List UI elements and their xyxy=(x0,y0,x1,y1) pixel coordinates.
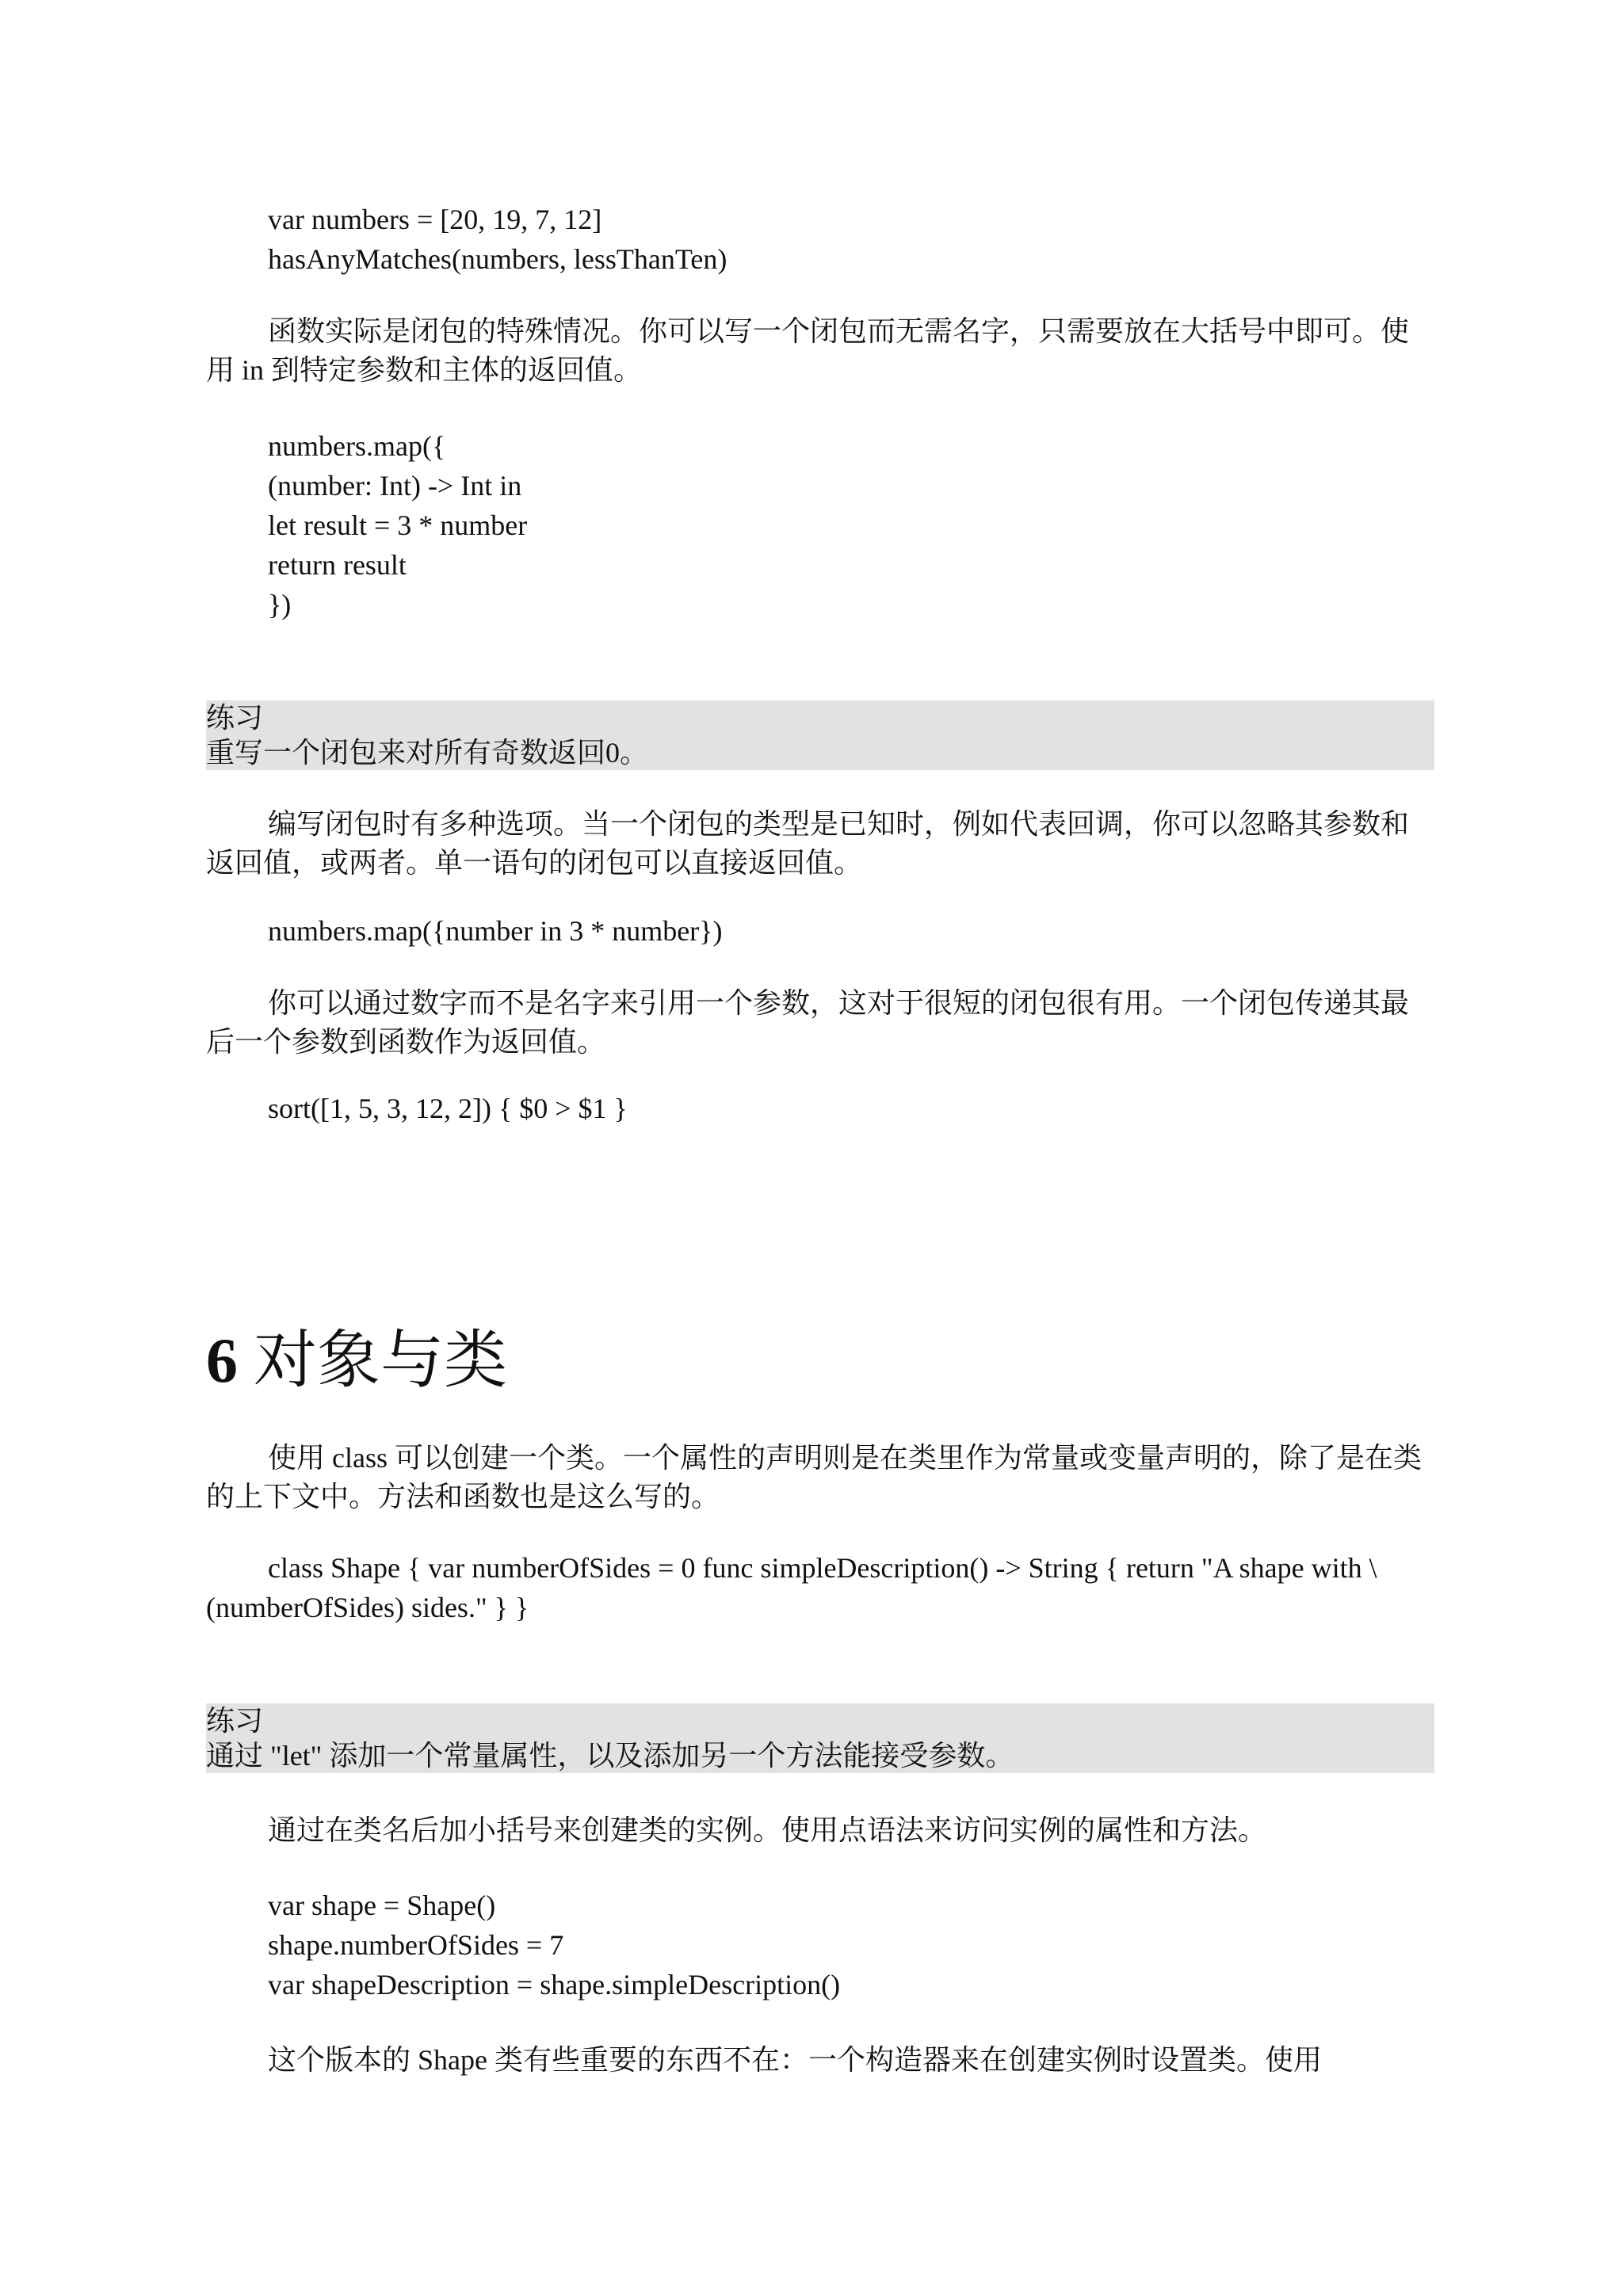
exercise-label: 练习 xyxy=(206,702,264,734)
code-line: hasAnyMatches(numbers, lessThanTen) xyxy=(268,243,727,275)
code-line: numbers.map({ xyxy=(268,430,446,462)
exercise-box-class xyxy=(206,1703,1434,1773)
exercise-text: 通过 "let" 添加一个常量属性，以及添加另一个方法能接受参数。 xyxy=(206,1740,1014,1772)
paragraph-closures-intro: 函数实际是闭包的特殊情况。你可以写一个闭包而无需名字，只需要放在大括号中即可。使用 in 到特定参数和主体的返回值。 xyxy=(206,315,1410,386)
paragraph-class-intro: 使用 class 可以创建一个类。一个属性的声明则是在类里作为常量或变量声明的，除了是在类的上下文中。方法和函数也是这么写的。 xyxy=(206,1442,1422,1512)
section-heading xyxy=(206,1322,1434,1401)
code-block-numbers xyxy=(206,200,1434,279)
paragraph-instances: 通过在类名后加小括号来创建类的实例。使用点语法来访问实例的属性和方法。 xyxy=(268,1814,1267,1846)
exercise-label: 练习 xyxy=(206,1705,264,1737)
exercise-box-closure xyxy=(206,700,1434,770)
code-line: (number: Int) -> Int in xyxy=(268,470,522,502)
code-line: let result = 3 * number xyxy=(268,509,528,541)
code-line: var shapeDescription = shape.simpleDescription() xyxy=(268,1969,841,2000)
section-title: 对象与类 xyxy=(254,1326,507,1396)
code-block-class-shape: class Shape { var numberOfSides = 0 func simpleDescription() -> String { return "A shape with \(numberOfSides) sides." } } xyxy=(206,1552,1377,1623)
code-block-map xyxy=(206,426,1434,624)
code-line: return result xyxy=(268,549,407,581)
code-line: shape.numberOfSides = 7 xyxy=(268,1929,564,1961)
code-line: var numbers = [20, 19, 7, 12] xyxy=(268,204,602,235)
code-line: var shape = Shape() xyxy=(268,1890,496,1921)
code-block-map-short xyxy=(206,911,1434,951)
code-line: numbers.map({number in 3 * number}) xyxy=(268,915,723,947)
code-line: }) xyxy=(268,589,292,620)
code-block-shape-instance xyxy=(206,1886,1434,2004)
exercise-text: 重写一个闭包来对所有奇数返回0。 xyxy=(206,737,649,769)
section-number: 6 xyxy=(206,1326,238,1396)
paragraph-initializer: 这个版本的 Shape 类有些重要的东西不在：一个构造器来在创建实例时设置类。使用 xyxy=(268,2044,1322,2076)
paragraph-number-params: 你可以通过数字而不是名字来引用一个参数，这对于很短的闭包很有用。一个闭包传递其最后一个参数到函数作为返回值。 xyxy=(206,987,1410,1058)
paragraph-closure-options: 编写闭包时有多种选项。当一个闭包的类型是已知时，例如代表回调，你可以忽略其参数和返回值，或两者。单一语句的闭包可以直接返回值。 xyxy=(206,808,1410,879)
document-page xyxy=(206,0,1434,2296)
code-line: sort([1, 5, 3, 12, 2]) { $0 > $1 } xyxy=(268,1093,628,1124)
code-block-sort xyxy=(206,1089,1434,1128)
